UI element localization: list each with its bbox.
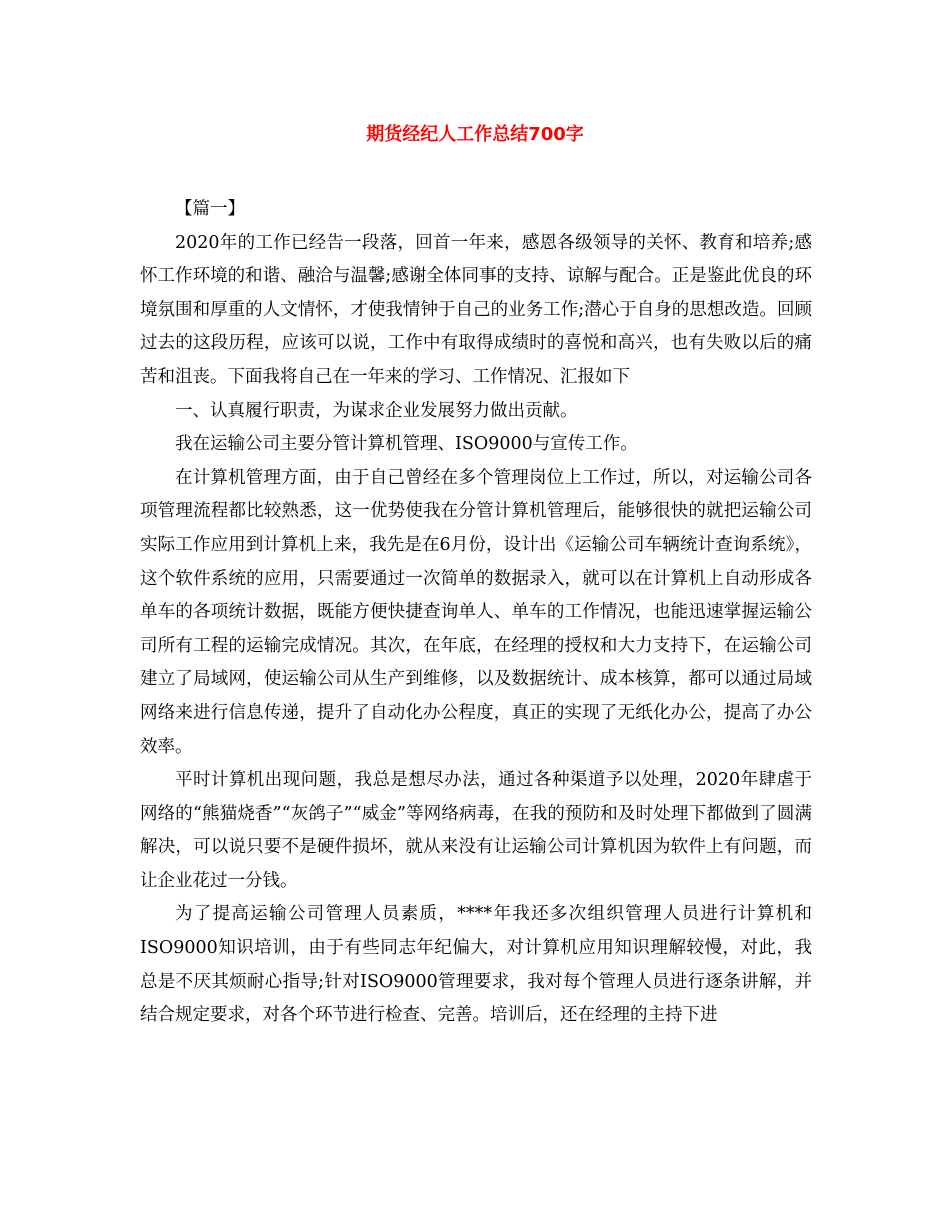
paragraph: 2020年的工作已经告一段落，回首一年来，感恩各级领导的关怀、教育和培养;感怀工作环境的和谐、融洽与温馨;感谢全体同事的支持、谅解与配合。正是鉴此优良的环境氛围和厚重的人文情怀，才使我情钟于自己的业务工作;潜心于自身的思想改造。回顾过去的这段历程，应该可以说，工作中有取得成绩时的喜悦和高兴，也有失败以后的痛苦和沮丧。下面我将自己在一年来的学习、工作情况、汇报如下	[140, 232, 812, 387]
section-heading: 【篇一】	[175, 199, 245, 219]
paragraph: 我在运输公司主要分管计算机管理、ISO9000与宣传工作。	[175, 434, 638, 455]
document-title: 期货经纪人工作总结700字	[366, 124, 584, 145]
paragraph: 一、认真履行职责，为谋求企业发展努力做出贡献。	[175, 400, 578, 421]
paragraph: 在计算机管理方面，由于自己曾经在多个管理岗位上工作过，所以，对运输公司各项管理流程都比较熟悉，这一优势使我在分管计算机管理后，能够很快的就把运输公司实际工作应用到计算机上来，我先是在6月份，设计出《运输公司车辆统计查询系统》，这个软件系统的应用，只需要通过一次简单的数据录入，就可以在计算机上自动形成各单车的各项统计数据，既能方便快捷查询单人、单车的工作情况，也能迅速掌握运输公司所有工程的运输完成情况。其次，在年底，在经理的授权和大力支持下，在运输公司建立了局域网，使运输公司从生产到维修，以及数据统计、成本核算，都可以通过局域网络来进行信息传递，提升了自动化办公程度，真正的实现了无纸化办公，提高了办公效率。	[140, 467, 812, 757]
paragraph: 为了提高运输公司管理人员素质，****年我还多次组织管理人员进行计算机和ISO9000知识培训，由于有些同志年纪偏大，对计算机应用知识理解较慢，对此，我总是不厌其烦耐心指导;针对ISO9000管理要求，我对每个管理人员进行逐条讲解，并结合规定要求，对各个环节进行检查、完善。培训后，还在经理的主持下进	[140, 904, 812, 1026]
paragraph: 平时计算机出现问题，我总是想尽办法，通过各种渠道予以处理，2020年肆虐于网络的“熊猫烧香”“灰鸽子”“威金”等网络病毒，在我的预防和及时处理下都做到了圆满解决，可以说只要不是硬件损坏，就从来没有让运输公司计算机因为软件上有问题，而让企业花过一分钱。	[140, 770, 812, 891]
document-body	[140, 193, 812, 1033]
